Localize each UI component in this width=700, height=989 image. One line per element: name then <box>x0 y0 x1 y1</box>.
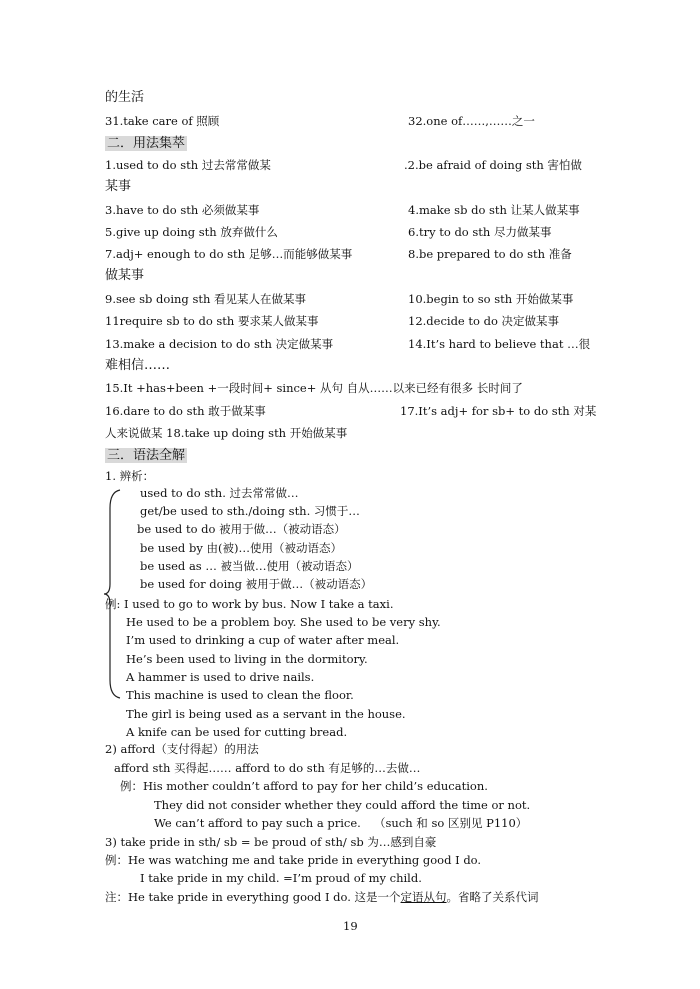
list-item-continuation: 人来说做某 18.take up doing sth 开始做某事 <box>105 426 348 440</box>
list-item: 14.It’s hard to believe that …很 <box>408 337 591 351</box>
example-line: This machine is used to clean the floor. <box>126 688 354 702</box>
list-item: 4.make sb do sth 让某人做某事 <box>408 203 580 217</box>
distinction-item: be used by 由(被)…使用（被动语态） <box>140 541 342 555</box>
text-line: 的生活 <box>105 90 145 105</box>
usage-line: afford sth 买得起…… afford to do sth 有足够的…去做… <box>114 761 421 775</box>
subsection-heading: 2) afford（支付得起）的用法 <box>105 742 259 756</box>
list-item-continuation: 难相信…… <box>105 358 171 373</box>
page-number: 19 <box>343 919 358 933</box>
note-text: （such 和 so 区别见 P110） <box>374 816 528 830</box>
list-item: 10.begin to so sth 开始做某事 <box>408 292 574 306</box>
subsection-heading: 1. 辨析： <box>105 469 155 483</box>
list-item-continuation: 做某事 <box>105 268 145 283</box>
example-line: The girl is being used as a servant in the house. <box>126 707 406 721</box>
distinction-item: be used as … 被当做…使用（被动语态） <box>140 559 359 573</box>
list-item: 32.one of……,……之一 <box>408 114 535 128</box>
list-item: 6.try to do sth 尽力做某事 <box>408 225 552 239</box>
list-item: 9.see sb doing sth 看见某人在做某事 <box>105 292 307 306</box>
list-item: 3.have to do sth 必须做某事 <box>105 203 260 217</box>
section-heading-text: 三．语法全解 <box>107 448 186 463</box>
list-item: 11require sb to do sth 要求某人做某事 <box>105 314 319 328</box>
example-line: We can’t afford to pay such a price. <box>154 816 361 830</box>
underlined-term: 定语从句 <box>400 890 447 904</box>
list-item: 7.adj+ enough to do sth 足够…而能够做某事 <box>105 247 353 261</box>
example-line: I take pride in my child. =I’m proud of my child. <box>140 871 422 885</box>
example-line: He used to be a problem boy. She used to be very shy. <box>126 615 441 629</box>
note-text: 注：He take pride in everything good I do. 这是一个 <box>105 890 401 904</box>
section-heading <box>105 135 187 152</box>
example-line: 例：His mother couldn’t afford to pay for her child’s education. <box>120 779 488 793</box>
distinction-item: get/be used to sth./doing sth. 习惯于… <box>140 504 360 518</box>
example-line: He’s been used to living in the dormitory. <box>126 652 368 666</box>
list-item: 8.be prepared to do sth 准备 <box>408 247 572 261</box>
distinction-item: be used to do 被用于做…（被动语态） <box>137 522 346 536</box>
distinction-item: be used for doing 被用于做…（被动语态） <box>140 577 373 591</box>
list-item: 5.give up doing sth 放弃做什么 <box>105 225 278 239</box>
example-line: A knife can be used for cutting bread. <box>126 725 348 739</box>
list-item: 13.make a decision to do sth 决定做某事 <box>105 337 334 351</box>
example-line: A hammer is used to drive nails. <box>126 670 315 684</box>
list-item: 31.take care of 照顾 <box>105 114 220 128</box>
left-brace-icon <box>100 488 124 700</box>
example-line: 例：He was watching me and take pride in everything good I do. <box>105 853 482 867</box>
example-line: I’m used to drinking a cup of water after meal. <box>126 633 400 647</box>
example-line: They did not consider whether they could afford the time or not. <box>154 798 531 812</box>
note-line <box>105 889 539 905</box>
subsection-heading: 3) take pride in sth/ sb = be proud of sth/ sb 为…感到自豪 <box>105 835 437 849</box>
list-item-continuation: 某事 <box>105 179 132 194</box>
list-item: 16.dare to do sth 敢于做某事 <box>105 404 266 418</box>
list-item: 17.It’s adj+ for sb+ to do sth 对某 <box>400 404 597 418</box>
list-item: 15.It +has+been +一段时间+ since+ 从句 自从……以来已经有很多 长时间了 <box>105 381 523 395</box>
distinction-item: used to do sth. 过去常常做… <box>140 486 299 500</box>
note-text: 。省略了关系代词 <box>446 890 539 904</box>
section-heading <box>105 447 187 464</box>
list-item: .2.be afraid of doing sth 害怕做 <box>404 158 582 172</box>
example-line: 例: I used to go to work by bus. Now I take a taxi. <box>105 597 394 611</box>
list-item: 12.decide to do 决定做某事 <box>408 314 560 328</box>
list-item: 1.used to do sth 过去常常做某 <box>105 158 271 172</box>
section-heading-text: 二．用法集萃 <box>107 136 186 151</box>
